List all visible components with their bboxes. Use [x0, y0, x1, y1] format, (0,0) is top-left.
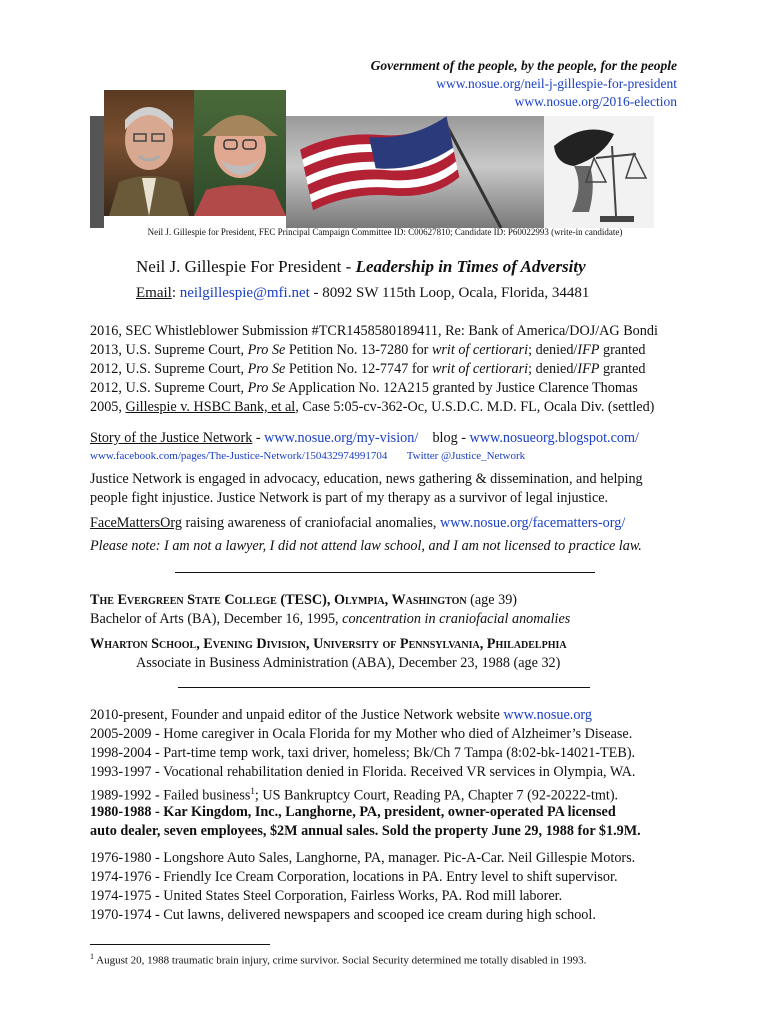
divider [175, 572, 595, 573]
story-label: Story of the Justice Network [90, 430, 253, 446]
footnote-mark: 1 [90, 952, 94, 961]
history-item: 1998-2004 - Part-time temp work, taxi driver, homeless; Bk/Ch 7 Tampa (8:02-bk-14021-TEB). [90, 745, 636, 761]
degree-2: Associate in Business Administration (ABA), December 23, 1988 (age 32) [136, 655, 561, 671]
election-link[interactable]: www.nosue.org/2016-election [514, 94, 677, 109]
history-item: 2005-2009 - Home caregiver in Ocala Florida for my Mother who died of Alzheimer’s Disease. [90, 726, 633, 742]
kar-line-1: 1980-1988 - Kar Kingdom, Inc., Langhorne, PA, president, owner-operated PA licensed [90, 804, 616, 820]
history-item: 2010-present, Founder and unpaid editor of the Justice Network website www.nosue.org [90, 707, 592, 723]
facematters-link[interactable]: www.nosue.org/facematters-org/ [439, 515, 626, 531]
footnote [90, 952, 586, 967]
header-block [371, 57, 677, 111]
legal-item: 2005, Gillespie v. HSBC Bank, et al, Case 5:05-cv-362-Oc, U.S.D.C. M.D. FL, Ocala Div. (settled) [90, 399, 655, 415]
social-line [90, 447, 643, 466]
network-para-1: Justice Network is engaged in advocacy, education, news gathering & dissemination, and helping [90, 471, 643, 487]
history-section-2 [90, 849, 635, 925]
blog-label: blog - [432, 430, 470, 446]
history-item: 1970-1974 - Cut lawns, delivered newspapers and scooped ice cream during high school. [90, 907, 596, 923]
legal-item: 2012, U.S. Supreme Court, Pro Se Application No. 12A215 granted by Justice Clarence Thomas [90, 380, 638, 396]
kar-line-2: auto dealer, seven employees, $2M annual sales. Sold the property June 29, 1988 for $1.9M. [90, 823, 641, 839]
legal-item: 2013, U.S. Supreme Court, Pro Se Petition No. 13-7280 for writ of certiorari; denied/IFP granted [90, 342, 646, 358]
address: - 8092 SW 115th Loop, Ocala, Florida, 34481 [309, 285, 590, 301]
motto: Government of the people, by the people, for the people [370, 58, 677, 73]
dash: - [252, 430, 265, 446]
network-para-2: people fight injustice. Justice Network is part of my therapy as a survivor of legal injustice. [90, 490, 609, 506]
facebook-link[interactable]: www.facebook.com/pages/The-Justice-Network/150432974991704 [90, 450, 388, 462]
facematters-line [90, 514, 643, 533]
history-item: 1993-1997 - Vocational rehabilitation denied in Florida. Received VR services in Olympia, WA. [90, 764, 636, 780]
school-2: Wharton School, Evening Division, University of Pennsylvania, Philadelphia [90, 636, 567, 652]
fec-caption: Neil J. Gillespie for President, FEC Principal Campaign Committee ID: C00627810; Candidate ID: P60022993 (write-in candidate) [147, 227, 623, 237]
title-slogan: Leadership in Times of Adversity [355, 257, 586, 276]
facematters-label: FaceMattersOrg [90, 515, 182, 531]
degree-1: Bachelor of Arts (BA), December 16, 1995, concentration in craniofacial anomalies [90, 611, 571, 627]
flag-image [286, 116, 544, 228]
story-line [90, 429, 643, 448]
kar-kingdom [90, 803, 641, 841]
history-item: 1974-1976 - Friendly Ice Cream Corporation, locations in PA. Entry level to shift supervisor. [90, 869, 618, 885]
email-label: Email [136, 285, 172, 301]
disclaimer: Please note: I am not a lawyer, I did not attend law school, and I am not licensed to practice law. [90, 538, 642, 554]
banner-edge [90, 116, 104, 228]
history-item: 1989-1992 - Failed business$^1$; US Bankruptcy Court, Reading PA, Chapter 7 (92-20222-tmt). [90, 786, 619, 804]
justice-image [544, 116, 654, 228]
nosue-link[interactable]: www.nosue.org [503, 707, 592, 723]
history-item: 1974-1975 - United States Steel Corporation, Fairless Works, PA. Rod mill laborer. [90, 888, 563, 904]
facematters-text: raising awareness of craniofacial anomalies, [181, 515, 440, 531]
campaign-link[interactable]: www.nosue.org/neil-j-gillespie-for-president [436, 76, 677, 91]
school-1: The Evergreen State College (TESC), Olympia, Washington (age 39) [90, 592, 518, 608]
contact-line [136, 285, 589, 302]
legal-list [90, 322, 658, 417]
candidate-photo-1 [104, 90, 194, 216]
education-section [90, 591, 570, 673]
title-name: Neil J. Gillespie For President - [136, 257, 356, 276]
colon: : [171, 285, 180, 301]
story-link[interactable]: www.nosue.org/my-vision/ [264, 430, 419, 446]
twitter-link[interactable]: Twitter @Justice_Network [406, 450, 526, 462]
divider [178, 687, 590, 688]
legal-item: 2016, SEC Whistleblower Submission #TCR1458580189411, Re: Bank of America/DOJ/AG Bondi [90, 323, 658, 339]
footnote-rule [90, 944, 270, 945]
candidate-photo-2 [194, 90, 286, 216]
footnote-text: August 20, 1988 traumatic brain injury, crime survivor. Social Security determined me totally disabled in 1993. [94, 954, 587, 967]
history-section-1 [90, 706, 635, 806]
legal-item: 2012, U.S. Supreme Court, Pro Se Petition No. 12-7747 for writ of certiorari; denied/IFP granted [90, 361, 646, 377]
blog-link[interactable]: www.nosueorg.blogspot.com/ [469, 430, 639, 446]
history-item: 1976-1980 - Longshore Auto Sales, Langhorne, PA, manager. Pic-A-Car. Neil Gillespie Motors. [90, 850, 636, 866]
network-section [90, 429, 643, 556]
footnote-ref: 1 [250, 786, 255, 796]
page-title [136, 257, 586, 277]
email-link[interactable]: neilgillespie@mfi.net [179, 285, 310, 301]
